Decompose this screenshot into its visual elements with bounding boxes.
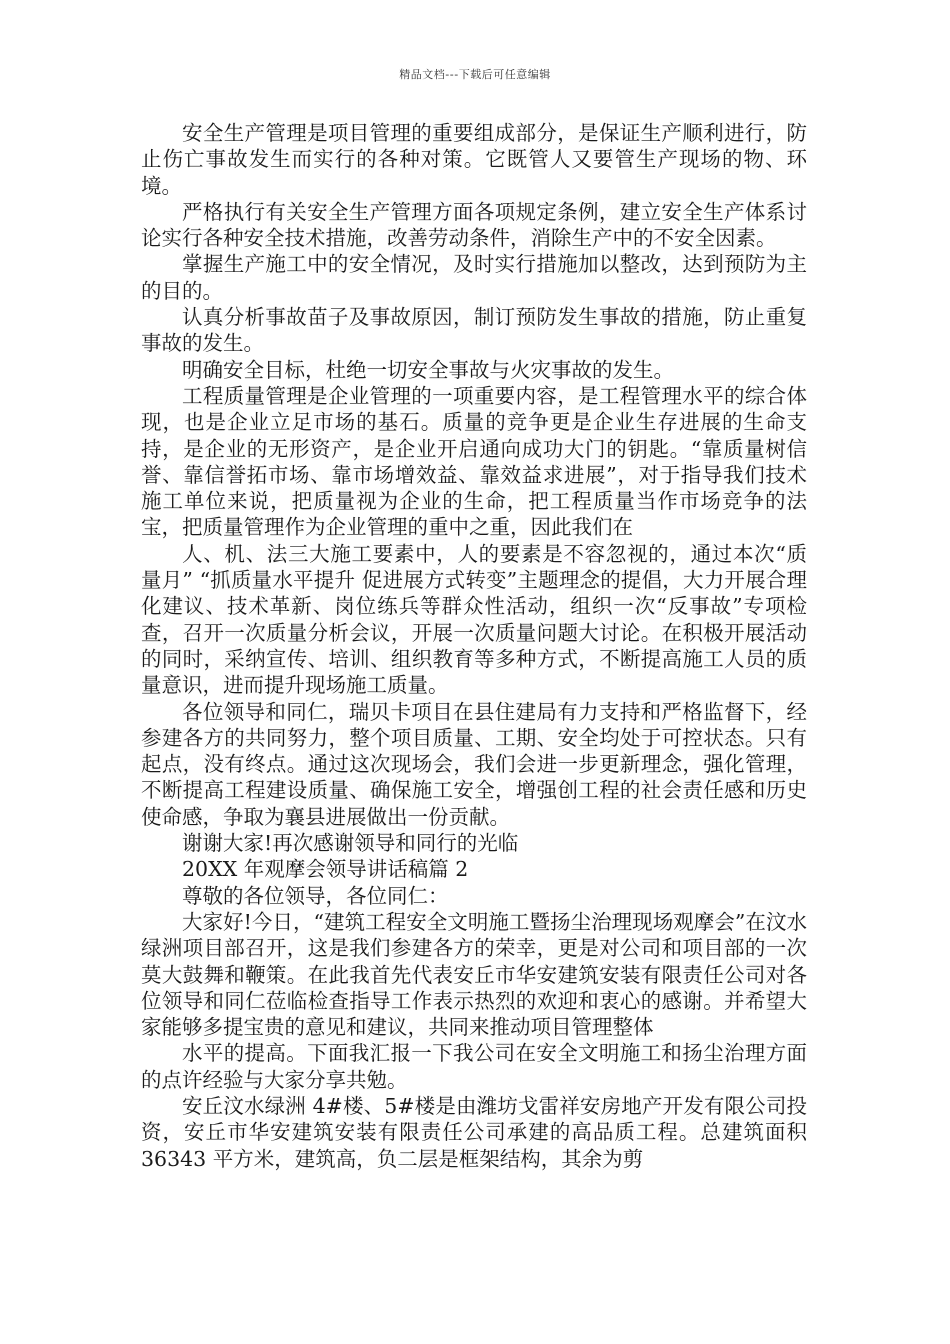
page-header: 精品文档---下载后可任意编辑 [399, 68, 551, 81]
paragraph-safety-regulations: 严格执行有关安全生产管理方面各项规定条例，建立安全生产体系讨论实行各种安全技术措施，改善劳动条件，消除生产中的不安全因素。 [141, 199, 807, 251]
paragraph-safety-management: 安全生产管理是项目管理的重要组成部分，是保证生产顺利进行，防止伤亡事故发生而实行的各种对策。它既管人又要管生产现场的物、环境。 [141, 121, 807, 198]
paragraph-report-intro: 水平的提高。下面我汇报一下我公司在安全文明施工和扬尘治理方面的点许经验与大家分享共勉。 [141, 1041, 807, 1092]
paragraph-safety-goal: 明确安全目标，杜绝一切安全事故与火灾事故的发生。 [182, 357, 674, 382]
section-title: 20XX 年观摩会领导讲话稿篇 2 [182, 857, 469, 882]
salutation: 尊敬的各位领导，各位同仁： [182, 883, 449, 908]
paragraph-project-status: 各位领导和同仁，瑞贝卡项目在县住建局有力支持和严格监督下，经参建各方的共同努力，整个项目质量、工期、安全均处于可控状态。只有起点，没有终点。通过这次现场会，我们会进一步更新理念，强化管理，不断提高工程建设质量、确保施工安全，增强创工程的社会责任感和历史使命感，争取为襄县进展做出一份贡献。 [141, 699, 807, 829]
paragraph-project-overview: 安丘汶水绿洲 4#楼、5#楼是由潍坊戈雷祥安房地产开发有限公司投资，安丘市华安建筑安装有限责任公司承建的高品质工程。总建筑面积 36343 平方米，建筑高，负二层是框架结构，其余为剪 [141, 1093, 807, 1171]
document-body [141, 120, 807, 1172]
paragraph-quality-management: 工程质量管理是企业管理的一项重要内容，是工程管理水平的综合体现，也是企业立足市场的基石。质量的竞争更是企业生存进展的生命支持，是企业的无形资产，是企业开启通向成功大门的钥匙。“靠质量树信誉、靠信誉拓市场、靠市场增效益、靠效益求进展”，对于指导我们技术施工单位来说，把质量视为企业的生命，把工程质量当作市场竞争的法宝，把质量管理作为企业管理的重中之重，因此我们在 [141, 383, 807, 540]
paragraph-welcome: 大家好!今日，“建筑工程安全文明施工暨扬尘治理现场观摩会”在汶水绿洲项目部召开，这是我们参建各方的荣幸，更是对公司和项目部的一次莫大鼓舞和鞭策。在此我首先代表安丘市华安建筑安装有限责任公司对各位领导和同仁莅临检查指导工作表示热烈的欢迎和衷心的感谢。并希望大家能够多提宝贵的意见和建议，共同来推动项目管理整体 [141, 909, 807, 1040]
paragraph-quality-month: 人、机、法三大施工要素中，人的要素是不容忽视的，通过本次“质量月” “抓质量水平提升 促进展方式转变”主题理念的提倡，大力开展合理化建议、技术革新、岗位练兵等群众性活动，组织一次“反事故”专项检查，召开一次质量分析会议，开展一次质量问题大讨论。在积极开展活动的同时，采纳宣传、培训、组织教育等多种方式，不断提高施工人员的质量意识，进而提升现场施工质量。 [141, 541, 807, 698]
paragraph-accident-analysis: 认真分析事故苗子及事故原因，制订预防发生事故的措施，防止重复事故的发生。 [141, 305, 807, 356]
paragraph-thanks: 谢谢大家!再次感谢领导和同行的光临 [182, 831, 519, 856]
paragraph-safety-situation: 掌握生产施工中的安全情况，及时实行措施加以整改，达到预防为主的目的。 [141, 252, 807, 303]
